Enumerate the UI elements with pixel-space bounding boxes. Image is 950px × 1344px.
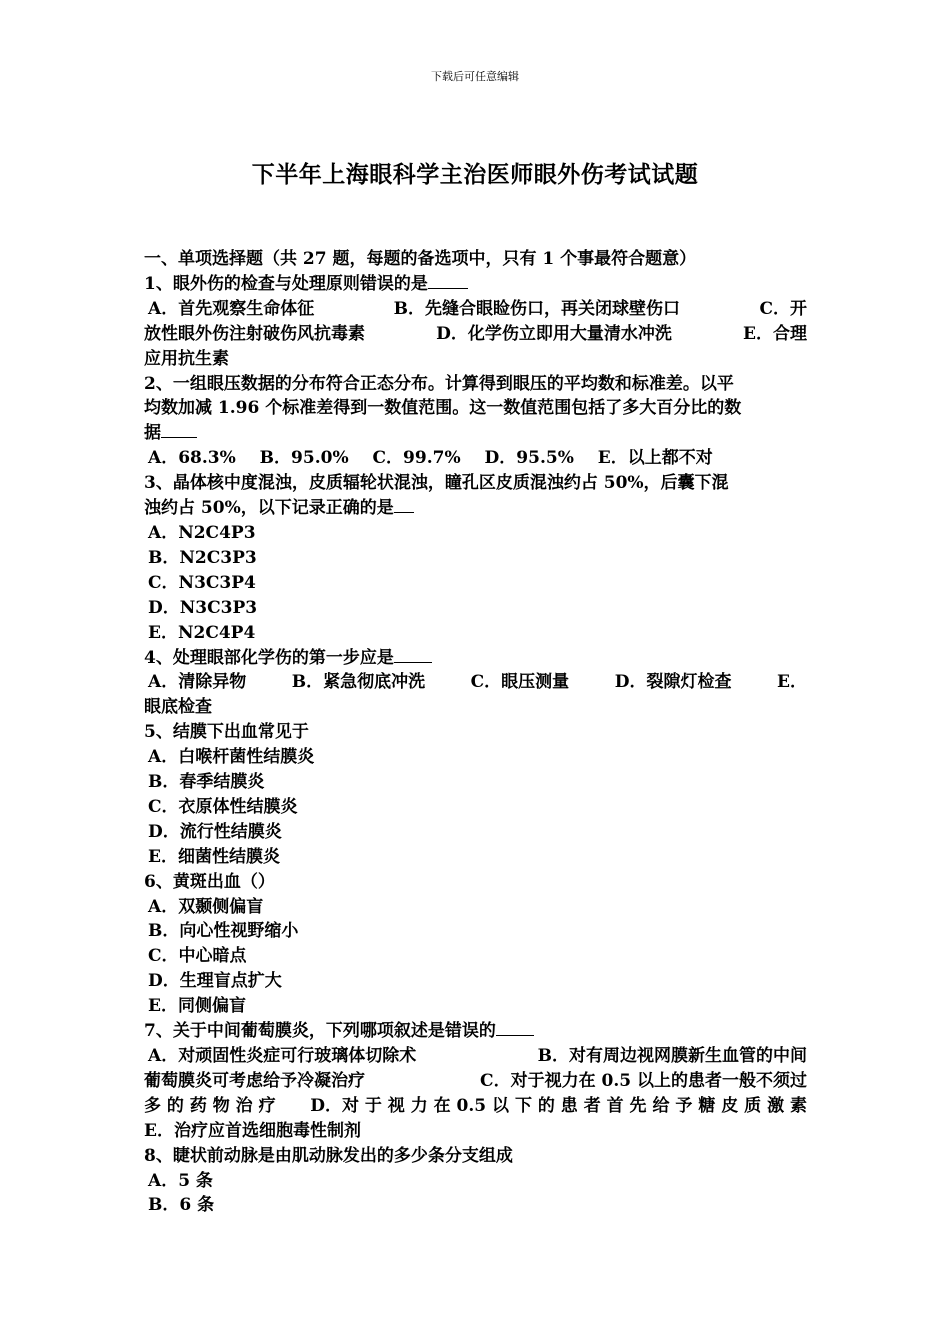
option-c: C．眼压测量	[470, 672, 570, 693]
options-line	[144, 670, 807, 695]
option-b: B．6 条	[148, 1195, 215, 1216]
option-b: B．先缝合眼睑伤口，再关闭球壁伤口	[393, 298, 681, 319]
question-stem-line: 3、晶体核中度混浊，皮质辐轮状混浊，瞳孔区皮质混浊约占 50%，后囊下混	[144, 473, 729, 494]
question-8	[144, 1144, 807, 1219]
option-b: B．春季结膜炎	[148, 772, 265, 793]
option-a: A．对顽固性炎症可行玻璃体切除术	[148, 1046, 417, 1066]
question-2	[144, 372, 807, 472]
question-stem: 5、结膜下出血常见于	[144, 722, 309, 743]
option-a: A．5 条	[148, 1170, 213, 1191]
page-title: 下半年上海眼科学主治医师眼外伤考试试题	[251, 161, 699, 188]
option-b: B．紧急彻底冲洗	[291, 672, 426, 693]
answer-blank	[394, 646, 432, 663]
option-a: A．N2C4P3	[148, 522, 256, 543]
option-e-cont: 应用抗生素	[144, 348, 229, 369]
option-a: A．首先观察生命体征	[148, 298, 315, 319]
question-6	[144, 870, 807, 1019]
option-a: A．清除异物	[148, 672, 247, 693]
option-a: A．双颞侧偏盲	[148, 896, 264, 917]
options-line	[144, 1069, 807, 1094]
question-stem: 7、关于中间葡萄膜炎，下列哪项叙述是错误的	[144, 1019, 807, 1044]
option-e-part: E．合理	[743, 323, 807, 344]
option-d: D．生理盲点扩大	[148, 971, 282, 992]
option-c-part: C．对于视力在 0.5 以上的患者一般不须过	[480, 1070, 807, 1091]
option-c: C．衣原体性结膜炎	[148, 796, 298, 817]
option-a: A．68.3%	[148, 448, 236, 469]
option-e: E．N2C4P4	[148, 622, 256, 643]
question-5	[144, 720, 807, 869]
option-e-cont: 眼底检查	[144, 697, 212, 718]
exam-body	[144, 247, 807, 1218]
question-stem-line: 据	[144, 421, 807, 446]
question-stem: 1、眼外伤的检查与处理原则错误的是	[144, 272, 807, 297]
option-e: E．细菌性结膜炎	[148, 846, 280, 867]
option-c-cont: 放性眼外伤注射破伤风抗毒素	[144, 323, 365, 344]
question-stem: 4、处理眼部化学伤的第一步应是	[144, 646, 807, 671]
question-1	[144, 272, 807, 372]
question-stem: 8、睫状前动脉是由肌动脉发出的多少条分支组成	[144, 1145, 513, 1166]
option-d: D．裂隙灯检查	[614, 672, 732, 693]
option-b: B．向心性视野缩小	[148, 921, 299, 942]
option-c: C．99.7%	[372, 448, 461, 469]
question-7	[144, 1019, 807, 1144]
question-stem: 6、黄斑出血（）	[144, 871, 275, 892]
options-line	[144, 297, 807, 322]
question-3	[144, 471, 807, 645]
option-d: D．95.5%	[484, 448, 574, 469]
option-a: A．白喉杆菌性结膜炎	[148, 747, 315, 768]
option-d: D．化学伤立即用大量清水冲洗	[436, 323, 672, 344]
question-stem-line: 均数加减 1.96 个标准差得到一数值范围。这一数值范围包括了多大百分比的数	[144, 398, 742, 419]
option-b-part: B．对有周边视网膜新生血管的中间	[537, 1046, 807, 1066]
option-c: C．N3C3P4	[148, 572, 256, 593]
option-b-cont: 葡萄膜炎可考虑给予冷凝治疗	[144, 1070, 365, 1091]
option-e-part: E．	[776, 672, 807, 693]
section-heading: 一、单项选择题（共 27 题，每题的备选项中，只有 1 个事最符合题意）	[144, 249, 697, 269]
option-c-cont: 多 的 药 物 治 疗	[144, 1095, 276, 1116]
option-e: E．同侧偏盲	[148, 996, 246, 1017]
options-line	[144, 322, 807, 347]
option-c-part: C．开	[759, 298, 807, 319]
option-b: B．N2C3P3	[148, 547, 257, 568]
page-header: 下载后可任意编辑	[431, 70, 519, 83]
question-4	[144, 646, 807, 721]
answer-blank	[394, 496, 414, 513]
option-c: C．中心暗点	[148, 946, 247, 967]
option-e: E．治疗应首选细胞毒性制剂	[144, 1120, 361, 1141]
option-d: D．对 于 视 力 在 0.5 以 下 的 患 者 首 先 给 予 糖 皮 质 激 素	[310, 1095, 807, 1116]
answer-blank	[428, 272, 468, 289]
options-line	[144, 446, 807, 471]
option-b: B．95.0%	[259, 448, 349, 469]
option-d: D．流行性结膜炎	[148, 821, 282, 842]
options-line	[144, 1044, 807, 1069]
question-stem-line: 浊约占 50%，以下记录正确的是	[144, 496, 807, 521]
options-line	[144, 1094, 807, 1119]
option-e: E．以上都不对	[597, 448, 713, 469]
question-stem-line: 2、一组眼压数据的分布符合正态分布。计算得到眼压的平均数和标准差。以平	[144, 373, 734, 394]
answer-blank	[496, 1019, 534, 1036]
answer-blank	[161, 421, 197, 438]
option-d: D．N3C3P3	[148, 597, 258, 618]
